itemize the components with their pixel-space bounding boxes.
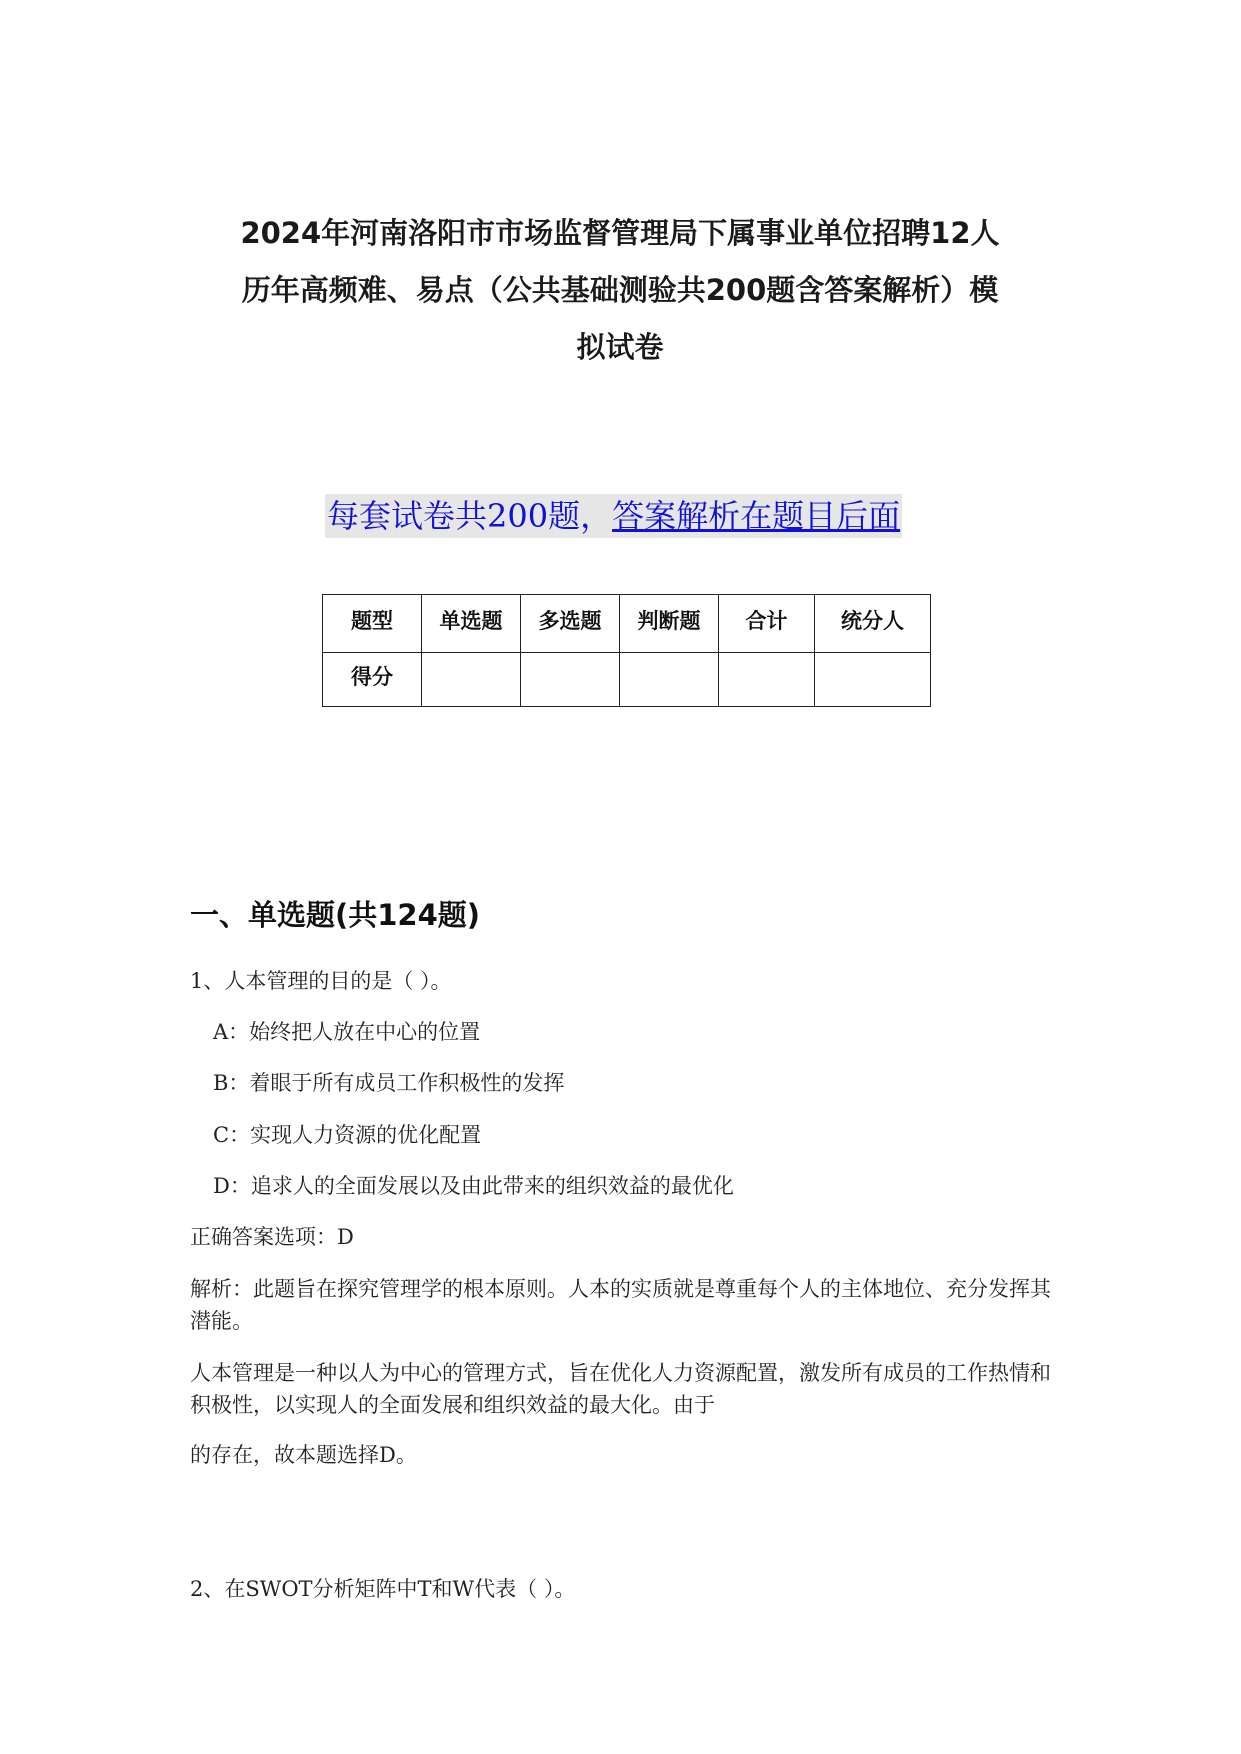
score-table-header-row (323, 595, 931, 653)
question-1-answer: 正确答案选项：D (190, 1225, 354, 1249)
score-cell-total (719, 653, 815, 707)
score-table-score-row (323, 653, 931, 707)
score-cell-scorer (815, 653, 931, 707)
answer-link[interactable]: 答案解析在题目后面 (612, 497, 901, 535)
question-1-option-a: A：始终把人放在中心的位置 (213, 1020, 481, 1044)
score-cell-multi (521, 653, 620, 707)
question-2-stem: 2、在SWOT分析矩阵中T和W代表（ ）。 (190, 1577, 576, 1601)
title-line-3: 拟试卷 (576, 330, 664, 364)
question-1-option-d: D：追求人的全面发展以及由此带来的组织效益的最优化 (213, 1174, 734, 1198)
question-1-option-c: C：实现人力资源的优化配置 (213, 1123, 482, 1147)
title-line-2: 历年高频难、易点（公共基础测验共200题含答案解析）模 (241, 273, 999, 307)
question-1-conclusion: 的存在，故本题选择D。 (190, 1443, 417, 1467)
question-1-extra-analysis: 人本管理是一种以人为中心的管理方式，旨在优化人力资源配置，激发所有成员的工作热情和积极性，以实现人的全面发展和组织效益的最大化。由于 (190, 1361, 1051, 1417)
header-cell-type: 题型 (323, 595, 422, 653)
document-title (180, 205, 1060, 376)
score-cell-judge (620, 653, 719, 707)
question-1-stem: 1、人本管理的目的是（ ）。 (190, 969, 452, 993)
score-table (322, 594, 931, 707)
score-cell-single (422, 653, 521, 707)
title-line-1: 2024年河南洛阳市市场监督管理局下属事业单位招聘12人 (240, 216, 1000, 250)
section-heading: 一、单选题(共124题) (190, 898, 481, 932)
question-1-option-b: B：着眼于所有成员工作积极性的发挥 (213, 1071, 565, 1095)
subtitle-banner (325, 494, 902, 538)
header-cell-single: 单选题 (422, 595, 521, 653)
subtitle-text: 每套试卷共200题， (327, 497, 613, 535)
header-cell-scorer: 统分人 (815, 595, 931, 653)
row-label-score: 得分 (323, 653, 422, 707)
header-cell-judge: 判断题 (620, 595, 719, 653)
header-cell-total: 合计 (719, 595, 815, 653)
question-1-analysis: 解析：此题旨在探究管理学的根本原则。人本的实质就是尊重每个人的主体地位、充分发挥其潜能。 (190, 1277, 1051, 1333)
header-cell-multi: 多选题 (521, 595, 620, 653)
